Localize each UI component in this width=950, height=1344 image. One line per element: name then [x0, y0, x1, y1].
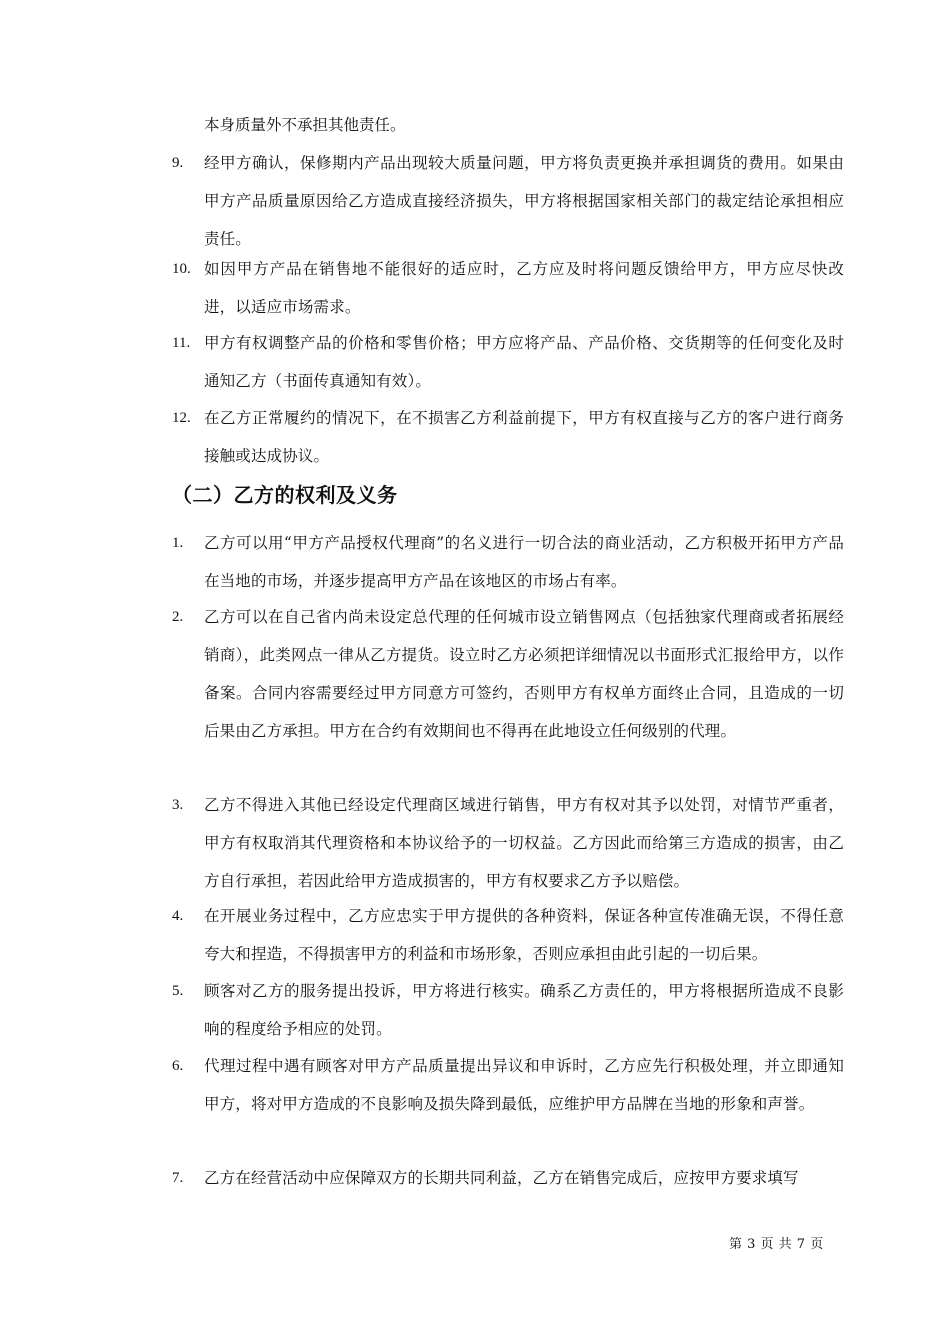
item-number: 6. — [172, 1058, 184, 1074]
item-number: 2. — [172, 609, 184, 625]
item-text: 在乙方正常履约的情况下，在不损害乙方利益前提下，甲方有权直接与乙方的客户进行商务接触或达成协议。 — [204, 409, 844, 465]
item-text: 在开展业务过程中，乙方应忠实于甲方提供的各种资料，保证各种宣传准确无误，不得任意夸大和捏造，不得损害甲方的利益和市场形象，否则应承担由此引起的一切后果。 — [204, 907, 844, 963]
item-text: 乙方可以在自己省内尚未设定总代理的任何城市设立销售网点（包括独家代理商或者拓展经销商），此类网点一律从乙方提货。设立时乙方必须把详细情况以书面形式汇报给甲方，以作备案。合同内容需要经过甲方同意方可签约，否则甲方有权单方面终止合同，且造成的一切后果由乙方承担。甲方在合约有效期间也不得再在此地设立任何级别的代理。 — [204, 608, 844, 740]
item-number: 12. — [172, 410, 191, 426]
item-number: 10. — [172, 261, 191, 277]
page-footer: 第 3 页 共 7 页 — [729, 1237, 824, 1252]
item-text: 代理过程中遇有顾客对甲方产品质量提出异议和申诉时，乙方应先行积极处理，并立即通知甲方，将对甲方造成的不良影响及损失降到最低，应维护甲方品牌在当地的形象和声誉。 — [204, 1057, 844, 1113]
item-number: 1. — [172, 535, 184, 551]
item-number: 5. — [172, 983, 184, 999]
item-text: 如因甲方产品在销售地不能很好的适应时，乙方应及时将问题反馈给甲方，甲方应尽快改进，以适应市场需求。 — [204, 260, 844, 316]
item-number: 7. — [172, 1170, 184, 1186]
section-title: （二）乙方的权利及义务 — [172, 483, 398, 507]
item-number: 3. — [172, 797, 184, 813]
item-text: 乙方可以用“甲方产品授权代理商”的名义进行一切合法的商业活动，乙方积极开拓甲方产品在当地的市场，并逐步提高甲方产品在该地区的市场占有率。 — [204, 534, 844, 590]
item-text: 乙方在经营活动中应保障双方的长期共同利益，乙方在销售完成后，应按甲方要求填写 — [204, 1169, 799, 1187]
item-text: 甲方有权调整产品的价格和零售价格；甲方应将产品、产品价格、交货期等的任何变化及时通知乙方（书面传真通知有效）。 — [204, 334, 844, 390]
continuation-text: 本身质量外不承担其他责任。 — [204, 116, 406, 134]
item-number: 4. — [172, 908, 184, 924]
item-text: 顾客对乙方的服务提出投诉，甲方将进行核实。确系乙方责任的，甲方将根据所造成不良影响的程度给予相应的处罚。 — [204, 982, 844, 1038]
item-number: 11. — [172, 335, 191, 351]
item-number: 9. — [172, 155, 184, 171]
item-text: 乙方不得进入其他已经设定代理商区域进行销售，甲方有权对其予以处罚，对情节严重者，甲方有权取消其代理资格和本协议给予的一切权益。乙方因此而给第三方造成的损害，由乙方自行承担，若因此给甲方造成损害的，甲方有权要求乙方予以赔偿。 — [204, 796, 844, 890]
item-text: 经甲方确认，保修期内产品出现较大质量问题，甲方将负责更换并承担调货的费用。如果由甲方产品质量原因给乙方造成直接经济损失，甲方将根据国家相关部门的裁定结论承担相应责任。 — [204, 154, 844, 248]
